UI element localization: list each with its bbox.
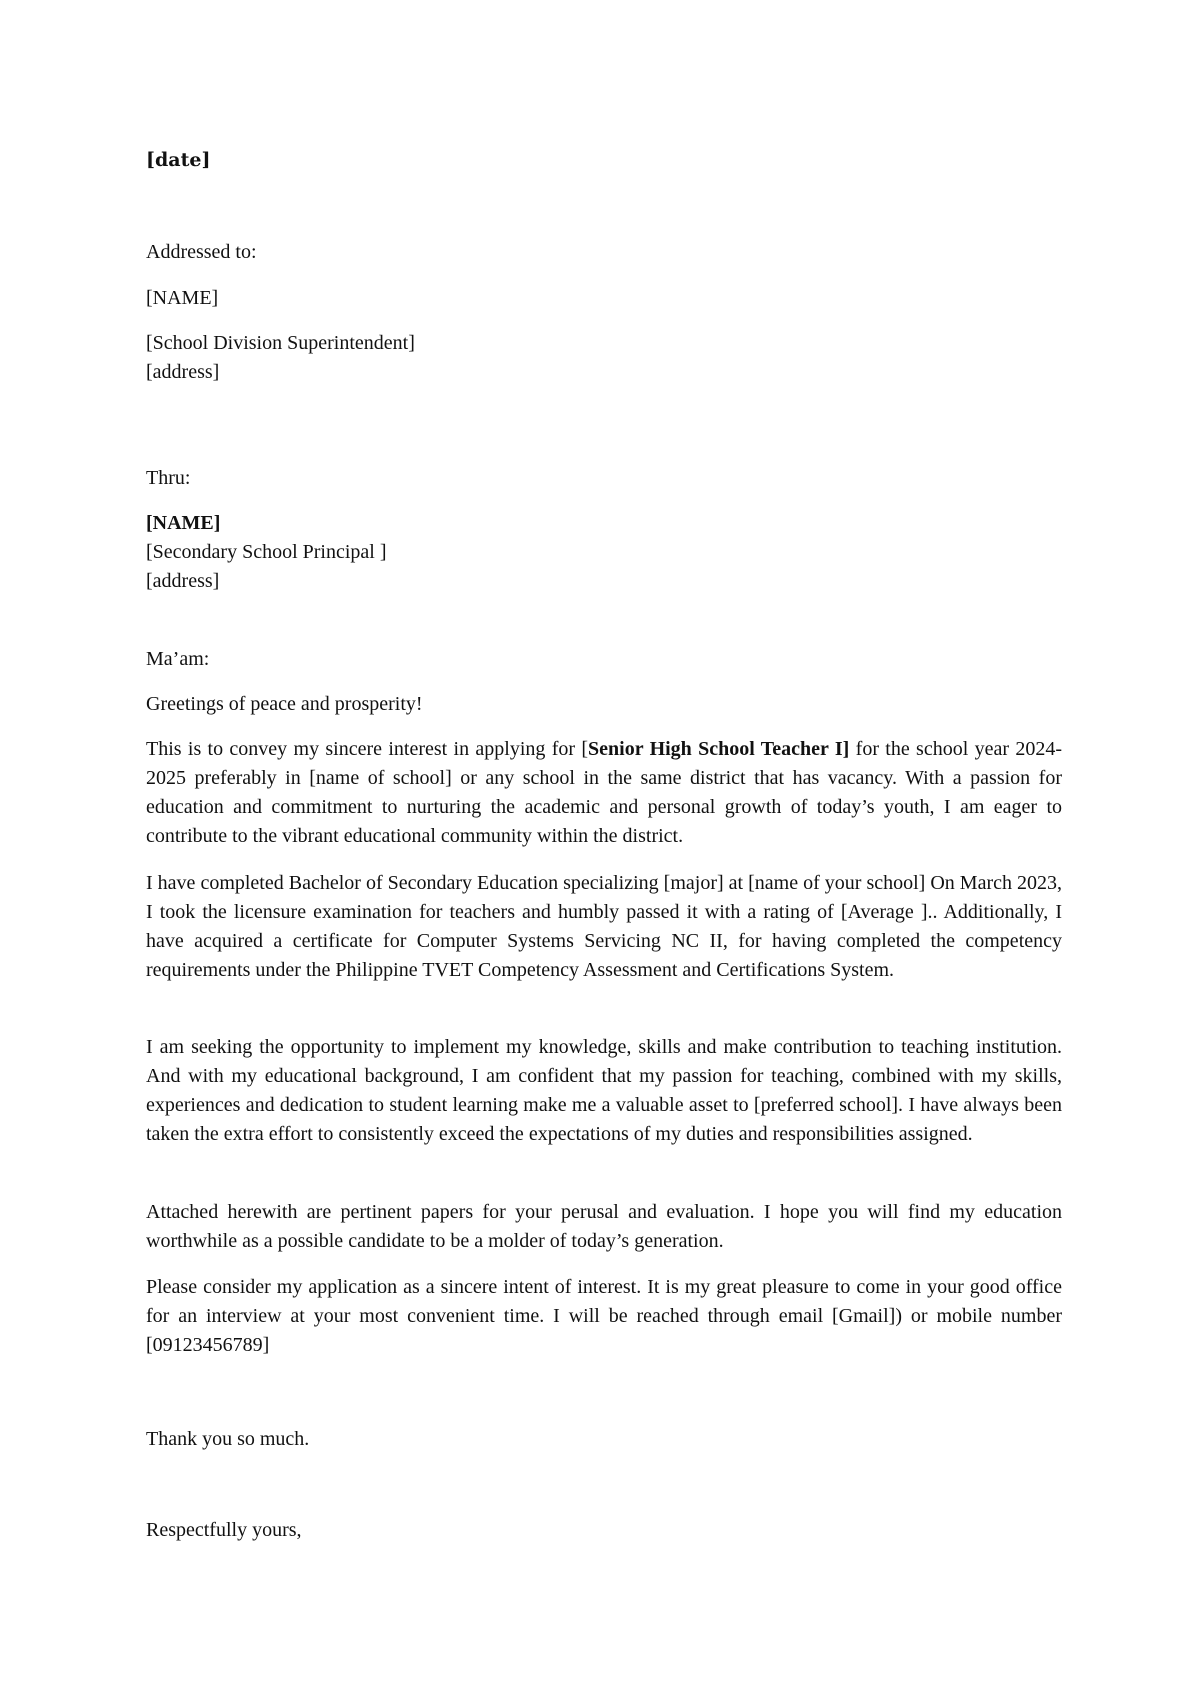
thru-address: [address] — [146, 570, 220, 592]
recipient-title: [School Division Superintendent] — [146, 332, 415, 354]
addressed-to-label: Addressed to: — [146, 241, 257, 263]
paragraph-contact: Please consider my application as a sincere intent of interest. It is my great pleasure to come in your good office for an interview at your most convenient time. I will be reached through email [Gmail]) or mobile number [09123456789] — [146, 1276, 1062, 1356]
paragraph-application — [146, 735, 1062, 851]
paragraph-opportunity: I am seeking the opportunity to implement my knowledge, skills and make contribution to teaching institution. And with my educational background, I am confident that my passion for teaching, combined with my skills, experiences and dedication to student learning make me a valuable asset to [preferred school]. I have always been taken the extra effort to consistently exceed the expectations of my duties and responsibilities assigned. — [146, 1036, 1062, 1145]
closing-line: Respectfully yours, — [146, 1519, 302, 1541]
thru-label: Thru: — [146, 467, 191, 489]
thru-title: [Secondary School Principal ] — [146, 541, 387, 563]
paragraph-education: I have completed Bachelor of Secondary Education specializing [major] at [name of your school] On March 2023, I took the licensure examination for teachers and humbly passed it with a rating of [Average ].. Additionally, I have acquired a certificate for Computer Systems Servicing NC II, for having completed the competency requirements under the Philippine TVET Competency Assessment and Certifications System. — [146, 872, 1062, 981]
thank-you-line: Thank you so much. — [146, 1428, 310, 1450]
position-applied: Senior High School Teacher I] — [588, 738, 850, 760]
paragraph-application-body: for the school year 2024- 2025 preferably in [name of school] or any school in the same district that has vacancy. With a passion for education and commitment to nurturing the academic and personal growth of today’s youth, I am eager to contribute to the vibrant educational community within the district. — [146, 738, 1063, 847]
recipient-block — [146, 329, 1062, 387]
recipient-address: [address] — [146, 361, 220, 383]
salutation: Ma’am: — [146, 648, 210, 670]
thru-name: [NAME] — [146, 512, 221, 534]
thru-block — [146, 509, 1062, 596]
paragraph-application-intro: This is to convey my sincere interest in applying for [ — [146, 738, 589, 760]
recipient-name: [NAME] — [146, 287, 219, 309]
letter-date: [date] — [146, 149, 211, 171]
paragraph-attachments: Attached herewith are pertinent papers for your perusal and evaluation. I hope you will find my education worthwhile as a possible candidate to be a molder of today’s generation. — [146, 1201, 1062, 1252]
greeting: Greetings of peace and prosperity! — [146, 693, 423, 715]
